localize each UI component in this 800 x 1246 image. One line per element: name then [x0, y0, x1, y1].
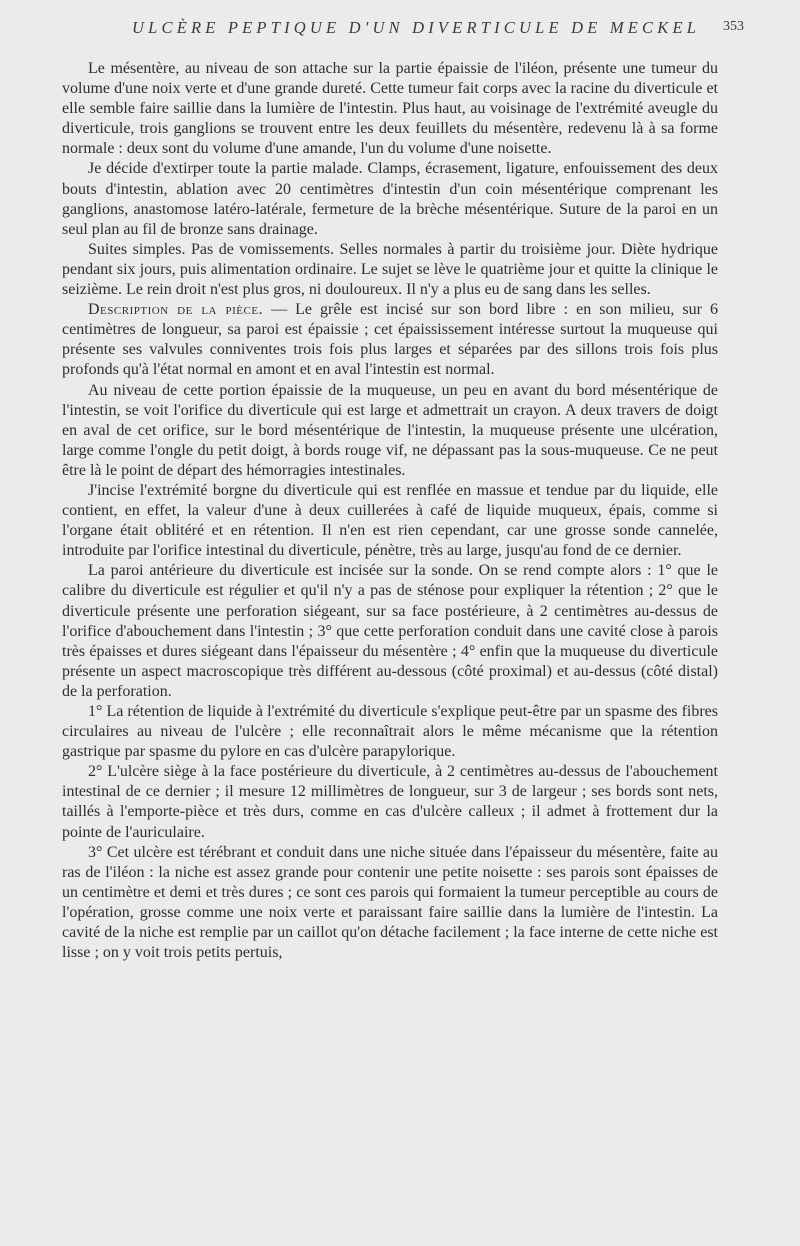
paragraph: 2° L'ulcère siège à la face postérieure du diverticule, à 2 centimètres au-dessus de l'abouchement intestinal de ce dernier ; il mesure 12 millimètres de longueur, sur 3 de largeur ; ses bords sont nets, taillés à l'emporte-pièce et très durs, comme en cas d'ulcère calleux ; il admet à frottement dur la pointe de l'auriculaire. — [62, 763, 718, 841]
body-text — [62, 59, 718, 963]
page-header — [60, 18, 744, 44]
section-heading: Description de la pièce. — [88, 301, 264, 319]
paragraph: Au niveau de cette portion épaissie de la muqueuse, un peu en avant du bord mésentérique de l'intestin, se voit l'orifice du diverticule qui est large et admettrait un crayon. A deux travers de doigt en aval de cet orifice, sur le bord mésentérique de l'intestin, la muqueuse présente une ulcération, large comme l'ongle du petit doigt, à bords rouge vif, ne dépassant pas la sous-muqueuse. Ce ne peut être là le point de départ des hémorragies intestinales. — [62, 381, 718, 479]
paragraph: Suites simples. Pas de vomissements. Selles normales à partir du troisième jour. Diète hydrique pendant six jours, puis alimentation ordinaire. Le sujet se lève le quatrième jour et quitte la clinique le seizième. Le rein droit n'est plus gros, ni douloureux. Il n'y a plus eu de sang dans les selles. — [62, 240, 718, 299]
paragraph-text: — Le grêle est incisé sur son bord libre : en son milieu, sur 6 centimètres de longueur, sa paroi est épaissie ; cet épaississement intéresse surtout la muqueuse qui présente ses valvules conniventes trois fois plus larges et séparées par des sillons trois fois plus profonds qu'à l'état normal en amont et en aval l'intestin est normal. — [62, 301, 719, 379]
paragraph: 3° Cet ulcère est térébrant et conduit dans une niche située dans l'épaisseur du mésentère, faite au ras de l'iléon : la niche est assez grande pour contenir une petite noisette : ses parois sont épaisses de un centimètre et demi et très dures ; ce sont ces parois qui formaient la tumeur perceptible au cours de l'opération, grosse comme une noix verte et paraissant faire saillie dans la lumière de l'intestin. La cavité de la niche est remplie par un caillot qu'on détache facilement ; la face interne de cette niche est lisse ; on y voit trois petits pertuis, — [62, 843, 718, 962]
paragraph — [62, 300, 718, 380]
page-number: 353 — [723, 19, 744, 34]
paragraph: 1° La rétention de liquide à l'extrémité du diverticule s'explique peut-être par un spasme des fibres circulaires au niveau de l'ulcère ; elle reconnaîtrait alors le même mécanisme que la rétention gastrique par spasme du pylore en cas d'ulcère parapylorique. — [62, 703, 718, 761]
running-title: ULCÈRE PEPTIQUE D'UN DIVERTICULE DE MECKEL — [132, 18, 701, 37]
paragraph: J'incise l'extrémité borgne du diverticule qui est renflée en massue et tendue par du liquide, elle contient, en effet, la valeur d'une à deux cuillerées à café de liquide muqueux, épais, comme si l'organe était oblitéré et en rétention. Il n'en est rien cependant, car une grosse sonde cannelée, introduite par l'orifice intestinal du diverticule, pénètre, très au large, jusqu'au fond de ce dernier. — [62, 481, 718, 560]
paragraph: La paroi antérieure du diverticule est incisée sur la sonde. On se rend compte alors : 1° que le calibre du diverticule est régulier et qu'il n'y a pas de sténose pour expliquer la rétention ; 2° que le diverticule présente une perforation siégeant, sur sa face postérieure, à 2 centimètres au-dessus de l'orifice d'abouchement dans l'intestin ; 3° que cette perforation conduit dans une cavité close à parois très épaisses et dures siégeant dans l'épaisseur du mésentère ; 4° enfin que la muqueuse du diverticule présente un aspect macroscopique très différent au-dessous (côté proximal) et au-dessus (côté distal) de la perforation. — [62, 562, 718, 700]
paragraph: Je décide d'extirper toute la partie malade. Clamps, écrasement, ligature, enfouissement des deux bouts d'intestin, ablation avec 20 centimètres d'intestin d'un coin mésentérique comprenant les ganglions, anastomose latéro-latérale, fermeture de la brèche mésentérique. Suture de la paroi en un seul plan au fil de bronze sans drainage. — [62, 160, 718, 238]
paragraph: Le mésentère, au niveau de son attache sur la partie épaissie de l'iléon, présente une tumeur du volume d'une noix verte et d'une grande dureté. Cette tumeur fait corps avec la racine du diverticule et elle semble faire saillie dans la lumière de l'intestin. Plus haut, au voisinage de l'extrémité aveugle du diverticule, trois ganglions se trouvent entre les deux feuillets du mésentère, redevenu là à sa forme normale : deux sont du volume d'une amande, l'un du volume d'une noisette. — [62, 60, 718, 158]
